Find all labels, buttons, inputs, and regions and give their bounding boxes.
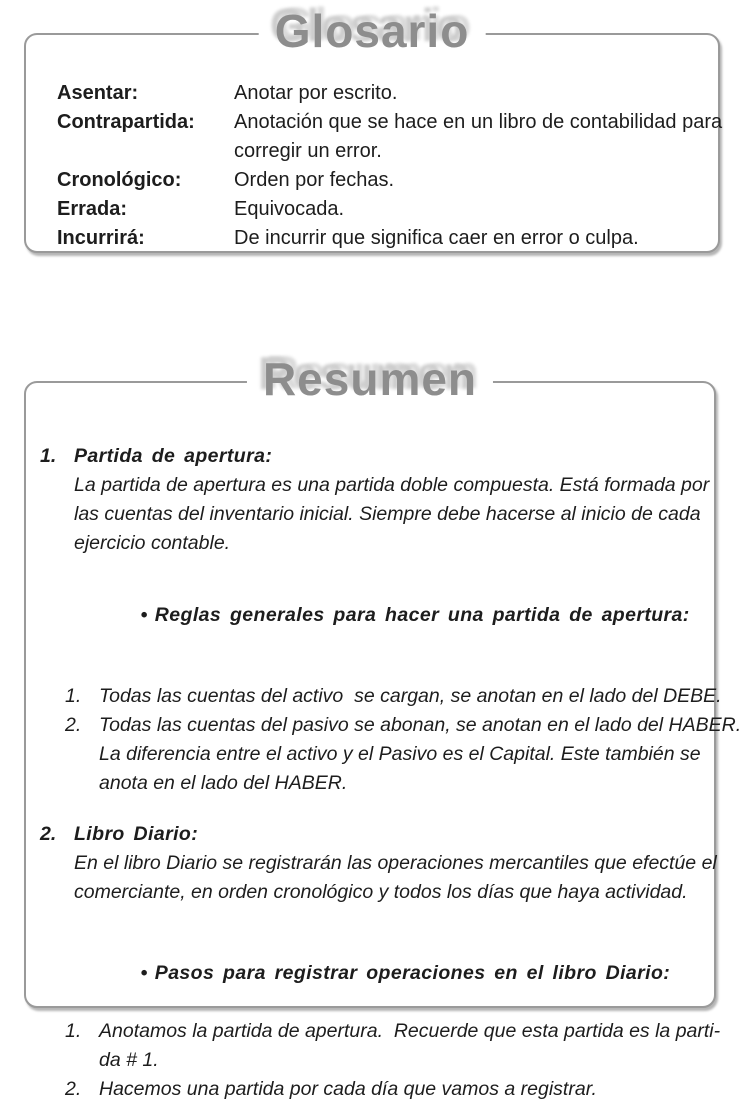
item-heading-text: Libro Diario: [74,823,199,845]
item-paragraph [26,849,717,907]
definition-line: Anotar por escrito. [234,82,398,104]
definition-line: Orden por fechas. [234,169,395,191]
resumen-item-libro-diario [26,820,721,1104]
step-text [99,1075,714,1104]
item-heading [26,820,714,849]
step-line: Hacemos una partida por cada día que vamos a registrar. [99,1078,597,1100]
paragraph-line: En el libro Diario se registrarán las operaciones mercantiles que efectúe el [74,852,717,874]
item-paragraph [26,471,714,558]
bullet-text: Reglas generales para hacer una partida de apertura: [154,604,690,626]
rule-number: 2. [65,714,82,736]
step-item [65,1017,721,1075]
glosario-title: Glosario [259,1,486,61]
paragraph-line: La partida de apertura es una partida doble compuesta. Está formada por [74,474,710,496]
rule-item [65,682,722,711]
rule-line: Todas las cuentas del pasivo se abonan, se anotan en el lado del HABER. [99,714,742,736]
bullet-icon: • [140,962,148,984]
definition-line: Anotación que se hace en un libro de contabilidad para [234,111,723,133]
glossary-entry [57,79,718,108]
item-heading-text: Partida de apertura: [74,445,273,467]
glossary-definition [234,79,718,108]
definition-line: Equivocada. [234,198,345,220]
glossary-term: Contrapartida: [57,111,195,133]
rule-item [65,711,742,798]
item-heading [26,442,714,471]
steps-list [26,1017,721,1104]
glossary-list [26,35,723,253]
glossary-entry [57,166,718,195]
glossary-definition [234,195,718,224]
step-line: Anotamos la partida de apertura. Recuerde que esta partida es la parti- [99,1020,721,1042]
rule-text [99,682,722,711]
glossary-entry [57,224,718,253]
glossary-definition [234,166,718,195]
step-line: da # 1. [99,1049,159,1071]
rule-line: Todas las cuentas del activo se cargan, se anotan en el lado del DEBE. [99,685,722,707]
glossary-term: Errada: [57,198,128,220]
item-number: 1. [40,445,57,467]
glossary-entry [57,195,718,224]
glossary-entry [57,108,723,166]
resumen-item-partida-de-apertura [26,442,742,798]
step-number: 2. [65,1078,82,1100]
glossary-definition [234,224,718,253]
definition-line: De incurrir que significa caer en error o culpa. [234,227,639,249]
step-item [65,1075,714,1104]
resumen-panel [24,353,742,1100]
item-number: 2. [40,823,57,845]
resumen-content [26,383,742,1104]
steps-bullet-heading [26,930,714,1017]
rule-text [99,711,741,798]
definition-line: corregir un error. [234,140,382,162]
step-text [99,1017,720,1075]
resumen-title: Resumen [247,349,493,409]
bullet-text: Pasos para registrar operaciones en el libro Diario: [154,962,671,984]
glosario-panel [24,5,723,253]
rules-list [26,682,742,798]
glossary-term: Cronológico: [57,169,182,191]
glossary-definition [234,108,722,166]
rule-line: anota en el lado del HABER. [99,772,348,794]
paragraph-line: las cuentas del inventario inicial. Siempre debe hacerse al inicio de cada [74,503,701,525]
rules-bullet-heading [26,572,714,659]
paragraph-line: comerciante, en orden cronológico y todos los días que haya actividad. [74,881,688,903]
bullet-icon: • [140,604,148,626]
glossary-term: Incurrirá: [57,227,145,249]
step-number: 1. [65,1020,82,1042]
glossary-term: Asentar: [57,82,139,104]
rule-number: 1. [65,685,82,707]
paragraph-line: ejercicio contable. [74,532,231,554]
rule-line: La diferencia entre el activo y el Pasivo es el Capital. Este también se [99,743,701,765]
